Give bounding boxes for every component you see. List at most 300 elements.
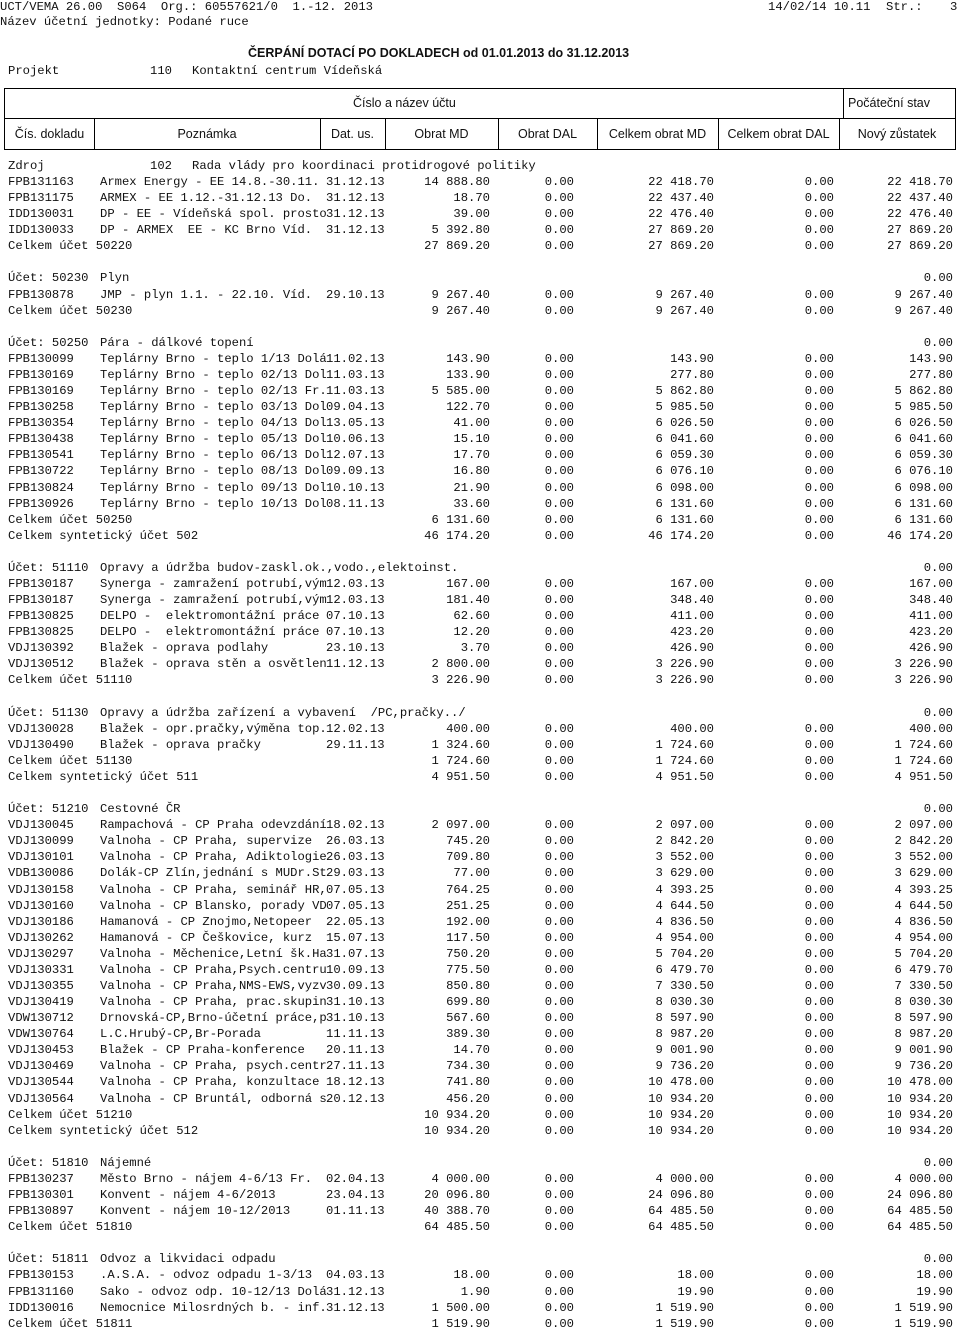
date: 09.09.13	[326, 464, 385, 479]
table-row	[0, 367, 960, 383]
note: Blažek - oprava pračky	[100, 737, 261, 752]
total-debit: 1 519.90	[655, 1316, 714, 1331]
total-debit: 24 096.80	[648, 1188, 714, 1203]
col-doc-number: Čís. dokladu	[14, 127, 85, 141]
total-credit: 0.00	[804, 1107, 834, 1122]
debit: 734.30	[446, 1059, 490, 1074]
account-label: Účet: 50230	[8, 271, 89, 286]
date: 13.05.13	[326, 416, 385, 431]
note: Valnoha - CP Praha, psych.centr	[100, 1059, 327, 1074]
report-date: 14/02/14 10.11	[768, 0, 871, 14]
total-credit: 0.00	[804, 480, 834, 495]
date: 31.12.13	[326, 1284, 385, 1299]
credit: 0.00	[544, 898, 574, 913]
credit: 0.00	[544, 753, 574, 768]
credit: 0.00	[544, 384, 574, 399]
table-row	[0, 914, 960, 930]
doc-number: FPB130354	[8, 416, 74, 431]
summary-label: Celkem syntetický účet 511	[8, 769, 199, 784]
table-row	[0, 1203, 960, 1219]
debit: 27 869.20	[424, 239, 490, 254]
total-credit: 0.00	[804, 962, 834, 977]
account-header-row	[0, 1155, 960, 1171]
credit: 0.00	[544, 1316, 574, 1331]
table-row	[0, 287, 960, 303]
debit: 1 724.60	[431, 753, 490, 768]
debit: 5 585.00	[431, 384, 490, 399]
doc-number: FPB130187	[8, 577, 74, 591]
total-debit: 7 330.50	[655, 979, 714, 993]
total-debit: 6 026.50	[655, 416, 714, 431]
debit: 18.70	[453, 191, 490, 206]
total-credit: 0.00	[804, 625, 834, 640]
date: 09.04.13	[326, 400, 385, 415]
table-row	[0, 351, 960, 367]
credit: 0.00	[544, 834, 574, 849]
credit: 0.00	[544, 577, 574, 591]
doc-number: FPB131163	[8, 175, 74, 189]
debit: 17.70	[453, 448, 490, 463]
total-credit: 0.00	[804, 882, 834, 897]
credit: 0.00	[544, 223, 574, 238]
date: 18.12.13	[326, 1075, 385, 1090]
doc-number: VDJ130355	[8, 979, 74, 993]
note: .A.S.A. - odvoz odpadu 1-3/13	[100, 1268, 313, 1283]
credit: 0.00	[544, 1268, 574, 1283]
total-credit: 0.00	[804, 609, 834, 624]
new-balance: 46 174.20	[887, 528, 953, 543]
total-credit: 0.00	[804, 721, 834, 736]
credit: 0.00	[544, 1123, 574, 1138]
total-credit: 0.00	[804, 1268, 834, 1283]
table-row	[0, 1026, 960, 1042]
note: Konvent - nájem 10-12/2013	[100, 1204, 291, 1219]
total-debit: 22 437.40	[648, 191, 714, 206]
total-credit: 0.00	[804, 207, 834, 222]
total-debit: 348.40	[670, 593, 714, 608]
total-credit: 0.00	[804, 1091, 834, 1106]
doc-number: FPB130301	[8, 1188, 74, 1203]
doc-number: FPB131175	[8, 191, 74, 206]
note: DP - ARMEX EE - KC Brno Víd.	[100, 223, 313, 238]
date: 08.11.13	[326, 496, 385, 511]
total-credit: 0.00	[804, 1075, 834, 1090]
new-balance: 2 842.20	[894, 834, 953, 849]
total-debit: 3 552.00	[655, 850, 714, 865]
total-debit: 10 934.20	[648, 1107, 714, 1122]
summary-label: Celkem účet 51811	[8, 1316, 133, 1331]
table-row	[0, 721, 960, 737]
new-balance: 1 519.90	[894, 1300, 953, 1315]
total-credit: 0.00	[804, 1300, 834, 1315]
total-debit: 1 724.60	[655, 753, 714, 768]
table-row	[0, 1058, 960, 1074]
new-balance: 1 724.60	[894, 737, 953, 752]
total-debit: 8 030.30	[655, 995, 714, 1010]
summary-label: Celkem účet 50220	[8, 239, 133, 254]
credit: 0.00	[544, 480, 574, 495]
total-debit: 6 131.60	[655, 496, 714, 511]
total-debit: 2 097.00	[655, 818, 714, 833]
debit: 143.90	[446, 351, 490, 366]
credit: 0.00	[544, 914, 574, 929]
debit: 122.70	[446, 400, 490, 415]
table-row	[0, 480, 960, 496]
total-debit: 9 267.40	[655, 303, 714, 318]
credit: 0.00	[544, 367, 574, 382]
date: 07.10.13	[326, 609, 385, 624]
total-debit: 64 485.50	[648, 1204, 714, 1219]
credit: 0.00	[544, 593, 574, 608]
note: Teplárny Brno - teplo 06/13 Dol	[100, 448, 327, 463]
date: 12.02.13	[326, 721, 385, 736]
doc-number: VDJ130028	[8, 721, 74, 736]
table-row	[0, 898, 960, 914]
opening-balance: 0.00	[923, 1252, 953, 1267]
doc-number: FPB130541	[8, 448, 74, 463]
total-credit: 0.00	[804, 1171, 834, 1186]
debit: 133.90	[446, 367, 490, 382]
new-balance: 143.90	[909, 351, 953, 366]
total-debit: 4 393.25	[655, 882, 714, 897]
total-debit: 9 267.40	[655, 287, 714, 302]
doc-number: FPB130237	[8, 1171, 74, 1186]
credit: 0.00	[544, 175, 574, 189]
total-credit: 0.00	[804, 850, 834, 865]
doc-number: FPB130825	[8, 625, 74, 640]
note: Valnoha - CP Bruntál, odborná s	[100, 1091, 327, 1106]
date: 01.11.13	[326, 1204, 385, 1219]
doc-number: VDJ130453	[8, 1043, 74, 1058]
new-balance: 400.00	[909, 721, 953, 736]
debit: 20 096.80	[424, 1188, 490, 1203]
total-debit: 22 476.40	[648, 207, 714, 222]
total-credit: 0.00	[804, 512, 834, 527]
page-number: 3	[950, 0, 958, 14]
total-debit: 6 076.10	[655, 464, 714, 479]
table-row	[0, 1074, 960, 1090]
credit: 0.00	[544, 400, 574, 415]
account-name: Plyn	[100, 271, 130, 286]
credit: 0.00	[544, 1300, 574, 1315]
note: DELPO - elektromontážní práce	[100, 609, 320, 624]
note: ARMEX - EE 1.12.-31.12.13 Do.	[100, 191, 313, 206]
account-label: Účet: 51811	[8, 1252, 89, 1267]
date: 12.03.13	[326, 577, 385, 591]
table-row	[0, 399, 960, 415]
total-credit: 0.00	[804, 432, 834, 447]
credit: 0.00	[544, 1043, 574, 1058]
total-debit: 4 000.00	[655, 1171, 714, 1186]
table-row	[0, 576, 960, 592]
new-balance: 6 098.00	[894, 480, 953, 495]
new-balance: 22 437.40	[887, 191, 953, 206]
total-debit: 10 478.00	[648, 1075, 714, 1090]
note: Hamanová - CP Češkovice, kurz	[100, 930, 313, 945]
note: Teplárny Brno - teplo 05/13 Dol	[100, 432, 327, 447]
table-row	[0, 1187, 960, 1203]
doc-number: FPB130825	[8, 609, 74, 624]
blank-row	[0, 254, 960, 270]
date: 11.11.13	[326, 1027, 385, 1042]
total-credit: 0.00	[804, 1284, 834, 1299]
debit: 14 888.80	[424, 175, 490, 189]
table-row	[0, 206, 960, 222]
table-row	[0, 463, 960, 479]
doc-number: VDJ130101	[8, 850, 74, 865]
credit: 0.00	[544, 625, 574, 640]
account-header-row	[0, 560, 960, 576]
note: Teplárny Brno - teplo 02/13 Fr.	[100, 384, 327, 399]
table-row	[0, 415, 960, 431]
opening-balance: 0.00	[923, 705, 953, 720]
total-credit: 0.00	[804, 528, 834, 543]
blank-row	[0, 544, 960, 560]
date: 07.05.13	[326, 882, 385, 897]
debit: 41.00	[453, 416, 490, 431]
debit: 18.00	[453, 1268, 490, 1283]
note: Valnoha - CP Blansko, porady VD	[100, 898, 327, 913]
debit: 40 388.70	[424, 1204, 490, 1219]
doc-number: VDJ130512	[8, 657, 74, 672]
credit: 0.00	[544, 930, 574, 945]
table-row	[0, 817, 960, 833]
note: Synerga - zamražení potrubí,vým	[100, 593, 327, 608]
note: Blažek - oprava podlahy	[100, 641, 269, 656]
summary-row	[0, 1107, 960, 1123]
total-debit: 4 644.50	[655, 898, 714, 913]
credit: 0.00	[544, 818, 574, 833]
note: Synerga - zamražení potrubí,vým	[100, 577, 327, 591]
total-credit: 0.00	[804, 223, 834, 238]
note: Teplárny Brno - teplo 09/13 Dol	[100, 480, 327, 495]
date: 10.06.13	[326, 432, 385, 447]
blank-row	[0, 785, 960, 801]
opening-balance-header: Počáteční stav	[848, 96, 930, 110]
debit: 6 131.60	[431, 512, 490, 527]
account-name: Cestovné ČR	[100, 802, 181, 817]
total-credit: 0.00	[804, 448, 834, 463]
date: 31.12.13	[326, 207, 385, 222]
date: 31.12.13	[326, 175, 385, 189]
account-header-row	[0, 801, 960, 817]
date: 23.10.13	[326, 641, 385, 656]
doc-number: VDJ130158	[8, 882, 74, 897]
date: 26.03.13	[326, 850, 385, 865]
project-name: Kontaktní centrum Vídeňská	[192, 64, 383, 78]
table-row	[0, 431, 960, 447]
total-credit: 0.00	[804, 834, 834, 849]
new-balance: 27 869.20	[887, 239, 953, 254]
debit: 16.80	[453, 464, 490, 479]
report-system-line: UCT/VEMA 26.00 S064 Org.: 60557621/0 1.-12. 2013	[0, 0, 373, 14]
new-balance: 5 704.20	[894, 946, 953, 961]
note: Drnovská-CP,Brno-účetní práce,p	[100, 1011, 327, 1026]
total-debit: 411.00	[670, 609, 714, 624]
total-debit: 423.20	[670, 625, 714, 640]
page-label: Str.:	[886, 0, 923, 14]
doc-number: VDJ130160	[8, 898, 74, 913]
doc-number: VDJ130564	[8, 1091, 74, 1106]
debit: 456.20	[446, 1091, 490, 1106]
col-total-credit: Celkem obrat DAL	[727, 127, 830, 141]
debit: 699.80	[446, 995, 490, 1010]
debit: 21.90	[453, 480, 490, 495]
credit: 0.00	[544, 1059, 574, 1074]
table-row	[0, 1300, 960, 1316]
total-credit: 0.00	[804, 737, 834, 752]
doc-number: FPB130897	[8, 1204, 74, 1219]
note: Blažek - CP Praha-konference	[100, 1043, 305, 1058]
credit: 0.00	[544, 737, 574, 752]
credit: 0.00	[544, 303, 574, 318]
table-row	[0, 946, 960, 962]
debit: 4 951.50	[431, 769, 490, 784]
summary-row	[0, 303, 960, 319]
total-debit: 46 174.20	[648, 528, 714, 543]
total-credit: 0.00	[804, 1188, 834, 1203]
date: 04.03.13	[326, 1268, 385, 1283]
total-credit: 0.00	[804, 593, 834, 608]
new-balance: 2 097.00	[894, 818, 953, 833]
date: 27.11.13	[326, 1059, 385, 1074]
date: 31.10.13	[326, 995, 385, 1010]
new-balance: 1 519.90	[894, 1316, 953, 1331]
date: 31.10.13	[326, 1011, 385, 1026]
note: Valnoha - CP Praha, seminář HR,	[100, 882, 327, 897]
total-debit: 19.90	[677, 1284, 714, 1299]
doc-number: FPB130824	[8, 480, 74, 495]
account-name: Nájemné	[100, 1155, 152, 1170]
total-credit: 0.00	[804, 657, 834, 672]
note: Teplárny Brno - teplo 03/13 Dol	[100, 400, 327, 415]
unit-name: Název účetní jednotky: Podané ruce	[0, 15, 249, 29]
date: 12.07.13	[326, 448, 385, 463]
credit: 0.00	[544, 239, 574, 254]
date: 11.02.13	[326, 351, 385, 366]
doc-number: IDD130016	[8, 1300, 74, 1315]
doc-number: VDB130086	[8, 866, 74, 881]
credit: 0.00	[544, 1107, 574, 1122]
total-debit: 6 059.30	[655, 448, 714, 463]
account-label: Účet: 51110	[8, 560, 89, 575]
credit: 0.00	[544, 1091, 574, 1106]
account-name: Odvoz a likvidaci odpadu	[100, 1252, 276, 1267]
new-balance: 10 934.20	[887, 1107, 953, 1122]
date: 20.12.13	[326, 1091, 385, 1106]
table-row	[0, 447, 960, 463]
date: 22.05.13	[326, 914, 385, 929]
summary-row	[0, 672, 960, 688]
debit: 389.30	[446, 1027, 490, 1042]
doc-number: FPB130187	[8, 593, 74, 608]
total-debit: 6 131.60	[655, 512, 714, 527]
credit: 0.00	[544, 1284, 574, 1299]
debit: 15.10	[453, 432, 490, 447]
debit: 3 226.90	[431, 673, 490, 688]
new-balance: 8 030.30	[894, 995, 953, 1010]
credit: 0.00	[544, 962, 574, 977]
new-balance: 4 644.50	[894, 898, 953, 913]
col-debit: Obrat MD	[414, 127, 469, 141]
table-row	[0, 383, 960, 399]
credit: 0.00	[544, 1220, 574, 1235]
total-credit: 0.00	[804, 175, 834, 189]
debit: 167.00	[446, 577, 490, 591]
new-balance: 5 862.80	[894, 384, 953, 399]
date: 11.12.13	[326, 657, 385, 672]
debit: 750.20	[446, 946, 490, 961]
debit: 709.80	[446, 850, 490, 865]
total-debit: 167.00	[670, 577, 714, 591]
total-debit: 6 041.60	[655, 432, 714, 447]
credit: 0.00	[544, 850, 574, 865]
credit: 0.00	[544, 1027, 574, 1042]
note: Teplárny Brno - teplo 02/13 Dol	[100, 367, 327, 382]
total-credit: 0.00	[804, 367, 834, 382]
doc-number: VDJ130099	[8, 834, 74, 849]
credit: 0.00	[544, 882, 574, 897]
total-credit: 0.00	[804, 641, 834, 656]
total-credit: 0.00	[804, 1027, 834, 1042]
total-credit: 0.00	[804, 464, 834, 479]
credit: 0.00	[544, 769, 574, 784]
debit: 10 934.20	[424, 1123, 490, 1138]
total-debit: 8 597.90	[655, 1011, 714, 1026]
note: Valnoha - CP Praha,Psych.centru	[100, 962, 327, 977]
opening-balance: 0.00	[923, 335, 953, 350]
table-row	[0, 1091, 960, 1107]
doc-number: FPB130878	[8, 287, 74, 302]
date: 31.12.13	[326, 223, 385, 238]
credit: 0.00	[544, 673, 574, 688]
new-balance: 426.90	[909, 641, 953, 656]
credit: 0.00	[544, 432, 574, 447]
new-balance: 411.00	[909, 609, 953, 624]
debit: 62.60	[453, 609, 490, 624]
report-title: ČERPÁNÍ DOTACÍ PO DOKLADECH od 01.01.2013 do 31.12.2013	[248, 46, 630, 60]
table-row	[0, 833, 960, 849]
date: 10.10.13	[326, 480, 385, 495]
note: Teplárny Brno - teplo 10/13 Dol	[100, 496, 327, 511]
debit: 2 800.00	[431, 657, 490, 672]
date: 30.09.13	[326, 979, 385, 993]
date: 10.09.13	[326, 962, 385, 977]
account-name: Pára - dálkové topení	[100, 335, 254, 350]
debit: 1 324.60	[431, 737, 490, 752]
table-row	[0, 222, 960, 238]
credit: 0.00	[544, 351, 574, 366]
new-balance: 6 026.50	[894, 416, 953, 431]
credit: 0.00	[544, 721, 574, 736]
new-balance: 9 001.90	[894, 1043, 953, 1058]
debit: 4 000.00	[431, 1171, 490, 1186]
total-debit: 27 869.20	[648, 239, 714, 254]
note: Valnoha - CP Praha, Adiktologie	[100, 850, 327, 865]
new-balance: 10 934.20	[887, 1123, 953, 1138]
total-credit: 0.00	[804, 930, 834, 945]
summary-row	[0, 1219, 960, 1235]
summary-label: Celkem účet 51110	[8, 673, 133, 688]
doc-number: IDD130033	[8, 223, 74, 238]
credit: 0.00	[544, 641, 574, 656]
note: Sako - odvoz odp. 10-12/13 Dolá	[100, 1284, 327, 1299]
total-debit: 27 869.20	[648, 223, 714, 238]
credit: 0.00	[544, 979, 574, 993]
new-balance: 6 076.10	[894, 464, 953, 479]
total-debit: 3 629.00	[655, 866, 714, 881]
summary-row	[0, 753, 960, 769]
